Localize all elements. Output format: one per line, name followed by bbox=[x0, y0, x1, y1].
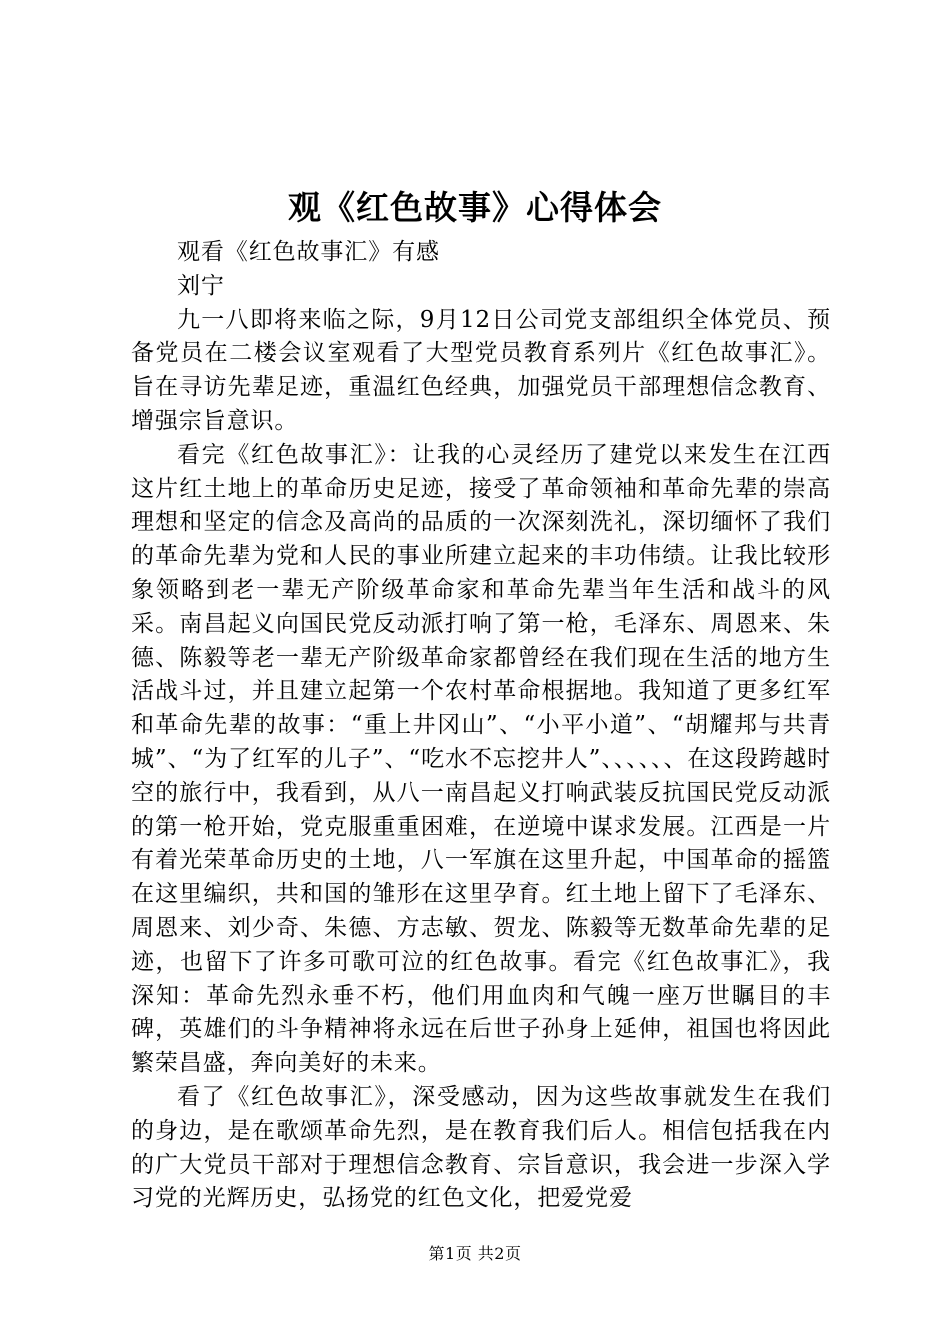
document-body bbox=[131, 236, 831, 1216]
paragraph-author: 刘宁 bbox=[177, 272, 225, 299]
paragraph-intro: 九一八即将来临之际，9月12日公司党支部组织全体党员、预备党员在二楼会议室观看了大型党员教育系列片《红色故事汇》。旨在寻访先辈足迹，重温红色经典，加强党员干部理想信念教育、增强宗旨意识。 bbox=[131, 306, 831, 434]
document-title: 观《红色故事》心得体会 bbox=[288, 188, 662, 227]
paragraph-subtitle: 观看《红色故事汇》有感 bbox=[177, 239, 440, 265]
page-number-footer: 第1页 共2页 bbox=[428, 1244, 522, 1263]
paragraph-closing: 看了《红色故事汇》，深受感动，因为这些故事就发生在我们的身边，是在歌颂革命先烈，是在教育我们后人。相信包括我在内的广大党员干部对于理想信念教育、宗旨意识，我会进一步深入学习党的光辉历史，弘扬党的红色文化，把爱党爱 bbox=[131, 1083, 831, 1212]
paragraph-main: 看完《红色故事汇》：让我的心灵经历了建党以来发生在江西这片红土地上的革命历史足迹，接受了革命领袖和革命先辈的崇高理想和坚定的信念及高尚的品质的一次深刻洗礼，深切缅怀了我们的革命先辈为党和人民的事业所建立起来的丰功伟绩。让我比较形象领略到老一辈无产阶级革命家和革命先辈当年生活和战斗的风采。南昌起义向国民党反动派打响了第一枪，毛泽东、周恩来、朱德、陈毅等老一辈无产阶级革命家都曾经在我们现在生活的地方生活战斗过，并且建立起第一个农村革命根据地。我知道了更多红军和革命先辈的故事：“重上井冈山”、“小平小道”、“胡耀邦与共青城”、“为了红军的儿子”、“吃水不忘挖井人”、、、、、、在这段跨越时空的旅行中，我看到，从八一南昌起义打响武装反抗国民党反动派的第一枪开始，党克服重重困难，在逆境中谋求发展。江西是一片有着光荣革命历史的土地，八一军旗在这里升起，中国革命的摇篮在这里编织，共和国的雏形在这里孕育。红土地上留下了毛泽东、周恩来、刘少奇、朱德、方志敏、贺龙、陈毅等无数革命先辈的足迹，也留下了许多可歌可泣的红色故事。看完《红色故事汇》，我深知：革命先烈永垂不朽，他们用血肉和气魄一座万世瞩目的丰碑，英雄们的斗争精神将永远在后世子孙身上延伸，祖国也将因此繁荣昌盛，奔向美好的未来。 bbox=[131, 441, 831, 1077]
